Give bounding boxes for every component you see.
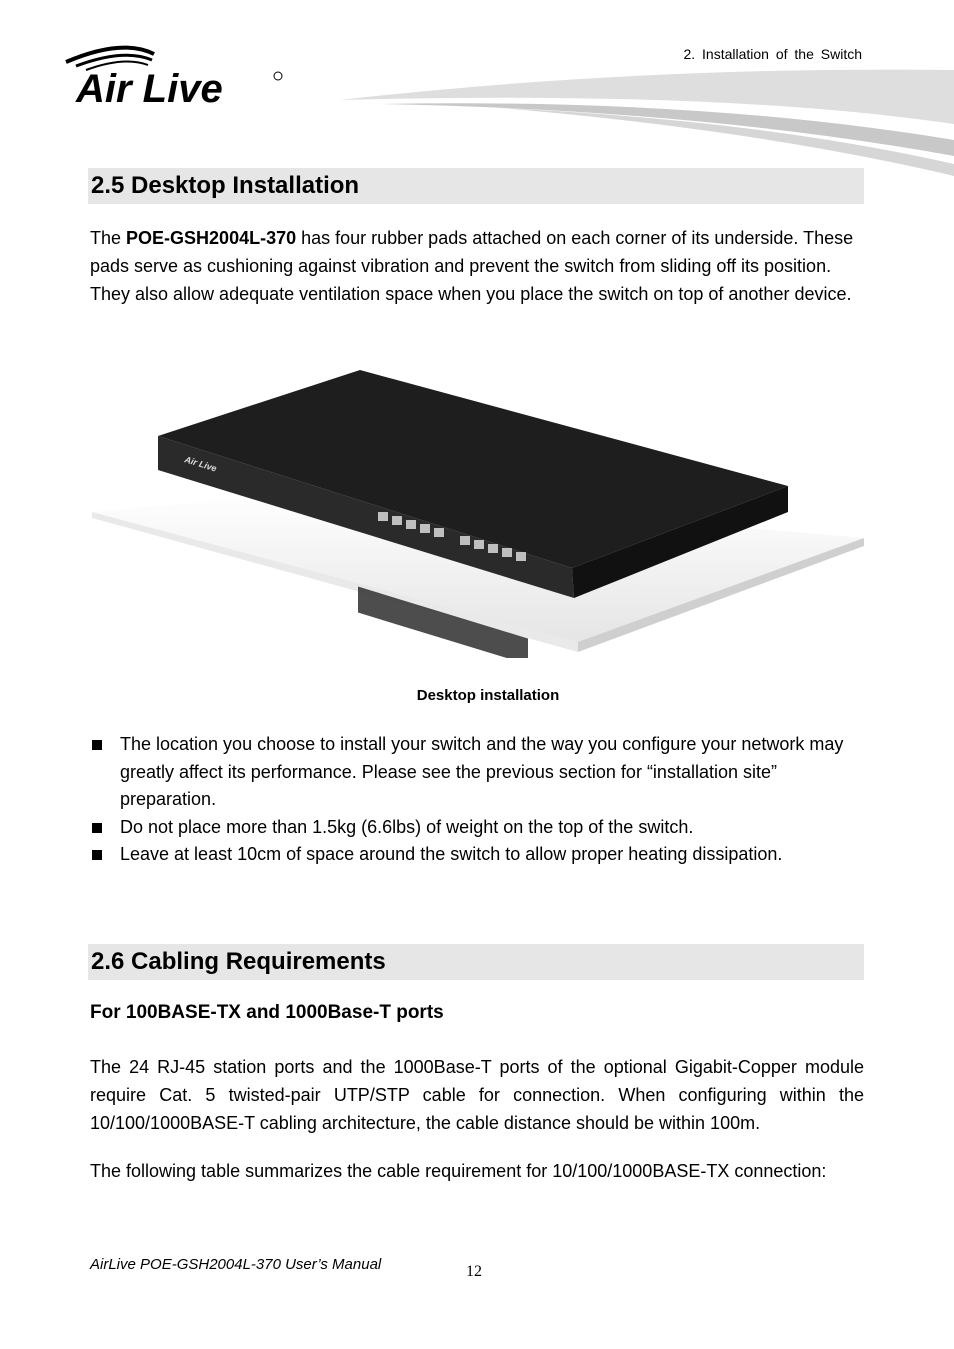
figure-caption: Desktop installation bbox=[416, 687, 560, 704]
bullet-square-icon bbox=[92, 850, 102, 860]
subsection-title: For 100BASE-TX and 1000Base-T ports bbox=[90, 1002, 444, 1023]
bullet-square-icon bbox=[92, 823, 102, 833]
list-item: The location you choose to install your switch and the way you configure your network may greatly affect its performance. Please see the previous section for “installation site” preparation. bbox=[90, 731, 870, 814]
list-item: Do not place more than 1.5kg (6.6lbs) of weight on the top of the switch. bbox=[90, 814, 870, 842]
cabling-paragraph-2: The following table summarizes the cable requirement for 10/100/1000BASE-TX connection: bbox=[90, 1161, 827, 1181]
chapter-header: 2. Installation of the Switch bbox=[683, 46, 862, 62]
intro-after: has four rubber pads attached on each corner of its underside. These pads serve as cushioning against vibration and prevent the switch from sliding off its position. They also allow adequate ventilation space when you place the switch on top of another device. bbox=[90, 228, 854, 304]
header-swoosh bbox=[340, 64, 954, 180]
svg-text:Air Live: Air Live bbox=[76, 67, 223, 111]
page-number: 12 bbox=[466, 1263, 482, 1280]
cabling-paragraph-1: The 24 RJ-45 station ports and the 1000Base-T ports of the optional Gigabit-Copper module require Cat. 5 twisted-pair UTP/STP cable for connection. When configuring within the 10/100/1000BASE-T cabling architecture, the cable distance should be within 100m. bbox=[90, 1057, 864, 1133]
model-name: POE-GSH2004L-370 bbox=[126, 228, 297, 248]
airlive-logo bbox=[62, 40, 292, 112]
bullet-square-icon bbox=[92, 740, 102, 750]
svg-text:Air Live: Air Live bbox=[183, 454, 218, 474]
section-title-cabling-requirements: 2.6 Cabling Requirements bbox=[88, 944, 864, 980]
intro-before: The bbox=[90, 228, 127, 248]
switch-desktop-photo bbox=[88, 362, 866, 658]
footer-manual-title: AirLive POE-GSH2004L-370 User’s Manual bbox=[90, 1256, 382, 1273]
desktop-bullet-list bbox=[90, 731, 870, 869]
list-item: Leave at least 10cm of space around the switch to allow proper heating dissipation. bbox=[90, 841, 870, 869]
intro-paragraph bbox=[90, 224, 864, 308]
section-title-desktop-installation: 2.5 Desktop Installation bbox=[88, 168, 864, 204]
